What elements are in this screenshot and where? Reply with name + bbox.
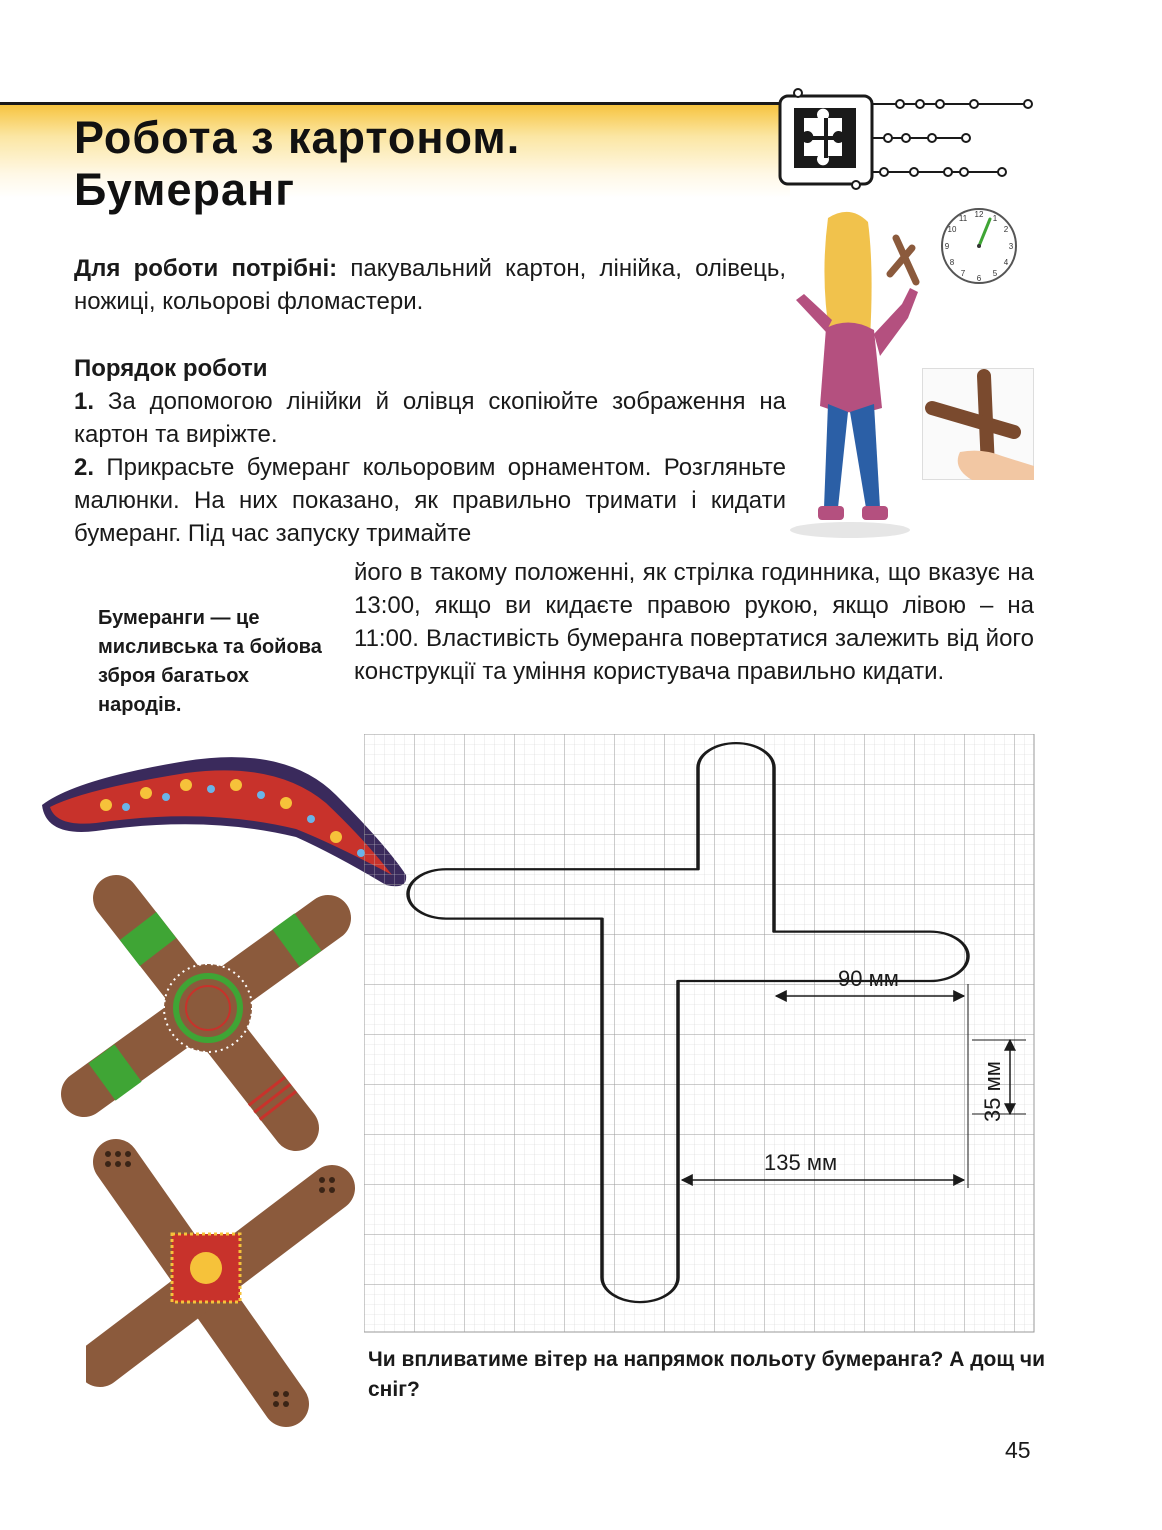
- page-title-line-1: Робота з картоном.: [74, 112, 521, 163]
- svg-text:12: 12: [974, 210, 984, 219]
- svg-text:8: 8: [949, 258, 955, 267]
- page-title-line-2: Бумеранг: [74, 164, 295, 215]
- svg-text:7: 7: [960, 269, 966, 278]
- svg-text:9: 9: [944, 242, 950, 251]
- step-1-number: 1.: [74, 388, 95, 415]
- materials-label: Для роботи потрібні:: [74, 255, 338, 282]
- materials-paragraph: [74, 252, 786, 318]
- boomerang-template-grid: [364, 734, 1036, 1334]
- step-2-continuation: його в такому положенні, як стрілка годинника, що вказує на 13:00, якщо ви кидаєте правою рукою, якщо лівою – на 11:00. Властивість бумеранга повертатися залежить від його конструкції та уміння користувача правильно кидати.: [354, 559, 1034, 685]
- dimension-label-arm-width: 35 мм: [980, 1061, 1005, 1122]
- header-rule: [0, 102, 790, 105]
- svg-text:6: 6: [976, 274, 982, 283]
- step-2: [74, 451, 786, 550]
- svg-text:11: 11: [958, 214, 968, 223]
- fact-note: Бумеранги — це мисливська та бойова зброя багатьох народів.: [98, 607, 322, 716]
- dimension-label-span: 135 мм: [764, 1150, 838, 1175]
- clock-icon: [938, 205, 1020, 287]
- steps-heading: Порядок роботи: [74, 355, 268, 382]
- discussion-question: Чи впливатиме вітер на напрямок польоту бумеранга? А дощ чи сніг?: [368, 1348, 1046, 1401]
- svg-text:2: 2: [1003, 225, 1009, 234]
- step-2-number: 2.: [74, 454, 95, 481]
- step-1: [74, 385, 786, 451]
- svg-text:10: 10: [947, 225, 957, 234]
- page-number: 45: [1005, 1437, 1031, 1463]
- circuit-decoration-icon: [872, 100, 1032, 176]
- decorated-boomerang-green: [58, 868, 354, 1164]
- step-1-text: За допомогою лінійки й олівця скопіюйте зображення на картон та виріжте.: [74, 388, 786, 448]
- girl-throwing-illustration: [790, 208, 920, 538]
- svg-text:4: 4: [1003, 258, 1009, 267]
- svg-text:5: 5: [992, 269, 998, 278]
- materials-text: пакувальний картон, лінійка, олівець, ножиці, кольорові фломастери.: [74, 255, 786, 315]
- dimension-label-arm-length: 90 мм: [838, 966, 899, 991]
- svg-text:3: 3: [1008, 242, 1014, 251]
- decorated-boomerang-dots: [86, 1132, 362, 1430]
- step-2-text: Прикрасьте бумеранг кольоровим орнаментом. Розгляньте малюнки. На них показано, як правильно тримати і кидати бумеранг. Під час запуску тримайте: [74, 454, 786, 547]
- svg-text:1: 1: [992, 214, 998, 223]
- puzzle-icon: [776, 86, 1038, 190]
- hand-holding-boomerang-photo: [922, 368, 1034, 480]
- page-title: [74, 112, 520, 216]
